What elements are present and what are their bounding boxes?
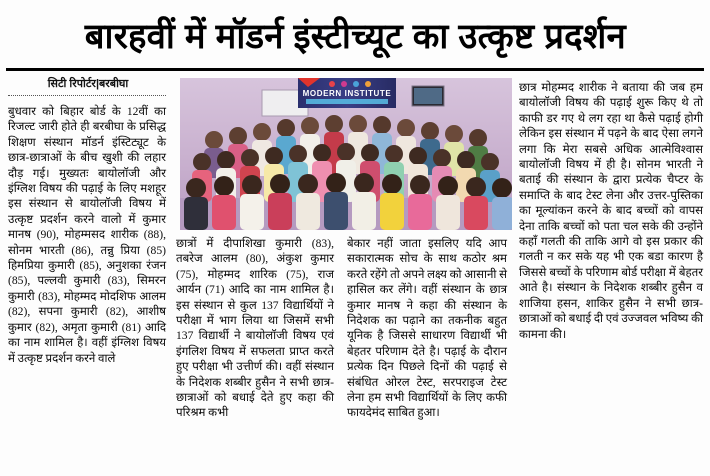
body-column-4 [519, 80, 703, 342]
byline-separator: | [95, 78, 100, 90]
byline [8, 74, 168, 92]
body-column-2 [176, 236, 334, 421]
column-3-text: बेकार नहीं जाता इसलिए यदि आप सकारात्मक सोच के साथ कठोर श्रम करते रहेंगे तो अपने लक्ष्य को आसानी से हासिल कर लेंगे। वहीं संस्थान के छात्र कुमार मानष ने कहा की संस्थान के निदेशक का पढ़ाने का तकनीक बहुत यूनिक है जिससे साधारण विद्यार्थी भी बेहतर परिणाम देते है। पढ़ाई के दौरान प्रत्येक दिन पिछले दिनों की पढ़ाई से संबंधित ओरल टेस्ट, सरपराइज टेस्ट लेना हम सभी विद्यार्थियों के लिए कफी फायदेमंद साबित हुआ। [347, 237, 507, 420]
byline-reporter: सिटी रिपोर्टर [47, 78, 96, 90]
svg-text:MODERN INSTITUTE: MODERN INSTITUTE [302, 89, 392, 98]
column-4-text: छात्र मोहम्मद शारीक ने बताया की जब हम बायोलॉजी विषय की पढ़ाई शुरू किए थे तो काफी डर गए थे लग रहा था कैसे पढ़ाई होगी लेकिन इस संस्थान में पढ़ने के बाद ऐसा लगने लगा कि मेरा सबसे अधिक आत्मेविश्वास बायोलॉजी विषय में ही है। सोनम भारती ने बताई की संस्थान के द्वारा प्रत्येक चैप्टर के समाप्ति के बाद टेस्ट लेना और उत्तर-पुस्तिका का मूल्यांकन करने के बाद बच्चों को वापस देना ताकि बच्चों को पता चल सके की उन्होंने कहाँ गलती की ताकि आगे वो इस प्रकार की गलती न कर सके यह भी एक बडा कारण है जिससे बच्चों के परिणाम बोर्ड परीक्षा में बेहतर आते है। संस्थान के निदेशक शब्बीर हुसैन व शाजिया हसन, शाकिर हुसैन ने सभी छात्र-छात्राओं को बधाई दी एवं उज्जवल भविष्य की कामना की। [519, 81, 703, 341]
group-photo [180, 78, 512, 230]
headline-container [6, 6, 704, 71]
body-column-1 [8, 104, 166, 366]
byline-place: बरबीघा [99, 78, 129, 90]
body-column-3 [347, 236, 507, 421]
group-photo-image [180, 78, 512, 230]
column-1-text: बुधवार को बिहार बोर्ड के 12वीं का रिजल्ट जारी होते ही बरबीघा के प्रसिद्ध शिक्षण संस्थान मॉडर्न इंस्टिट्यूट के छात्र-छात्राओं के बीच खुशी की लहार दौड़ गई। मुख्यतः बायोलॉजी और इंग्लिश विषय की पढ़ाई के लिए मशहूर इस संस्थान से बायोलॉजी विषय में उत्कृष्ट प्रदर्शन करने वालो में कुमार मानष (90), मोहम्मसद शारीक (88), सोनम भारती (86), तन्नु प्रिया (85) हिमप्रिया कुमारी (85), अनुशका रंजन (85), पल्लवी कुमारी (83), सिमरन कुमारी (83), मोहम्मद मोदशिफ आलम (82), सपना कुमारी (82), आशीष कुमार (82), अमृता कुमारी (81) आदि का नाम शामिल है। वहीं इंग्लिश विषय में उत्कृष्ट प्रदर्शन करने वाले [8, 105, 166, 365]
page-title: बारहवीं में मॉडर्न इंस्टीच्यूट का उत्कृष्ट प्रदर्शन [84, 16, 626, 56]
column-2-text: छात्रों में दीपाशिखा कुमारी (83), तबरेज आलम (80), अंकुश कुमार (75), मोहम्मद शारिक (75), राज आर्यन (71) आदि का नाम शामिल है। इस संस्थान से कुल 137 विद्यार्थियों ने परीक्षा में भाग लिया था जिसमें सभी 137 विद्यार्थी ने बायोलॉजी विषय एवं इंगलिश विषय में सफलता प्राप्त करते हुए परीक्षा भी उत्तीर्ण की। वहीं संस्थान के निदेशक शब्बीर हुसैन ने सभी छात्र-छात्राओं को बधाई देते हुए कहा की परिश्रम कभी [176, 237, 334, 420]
byline-divider [8, 95, 166, 96]
